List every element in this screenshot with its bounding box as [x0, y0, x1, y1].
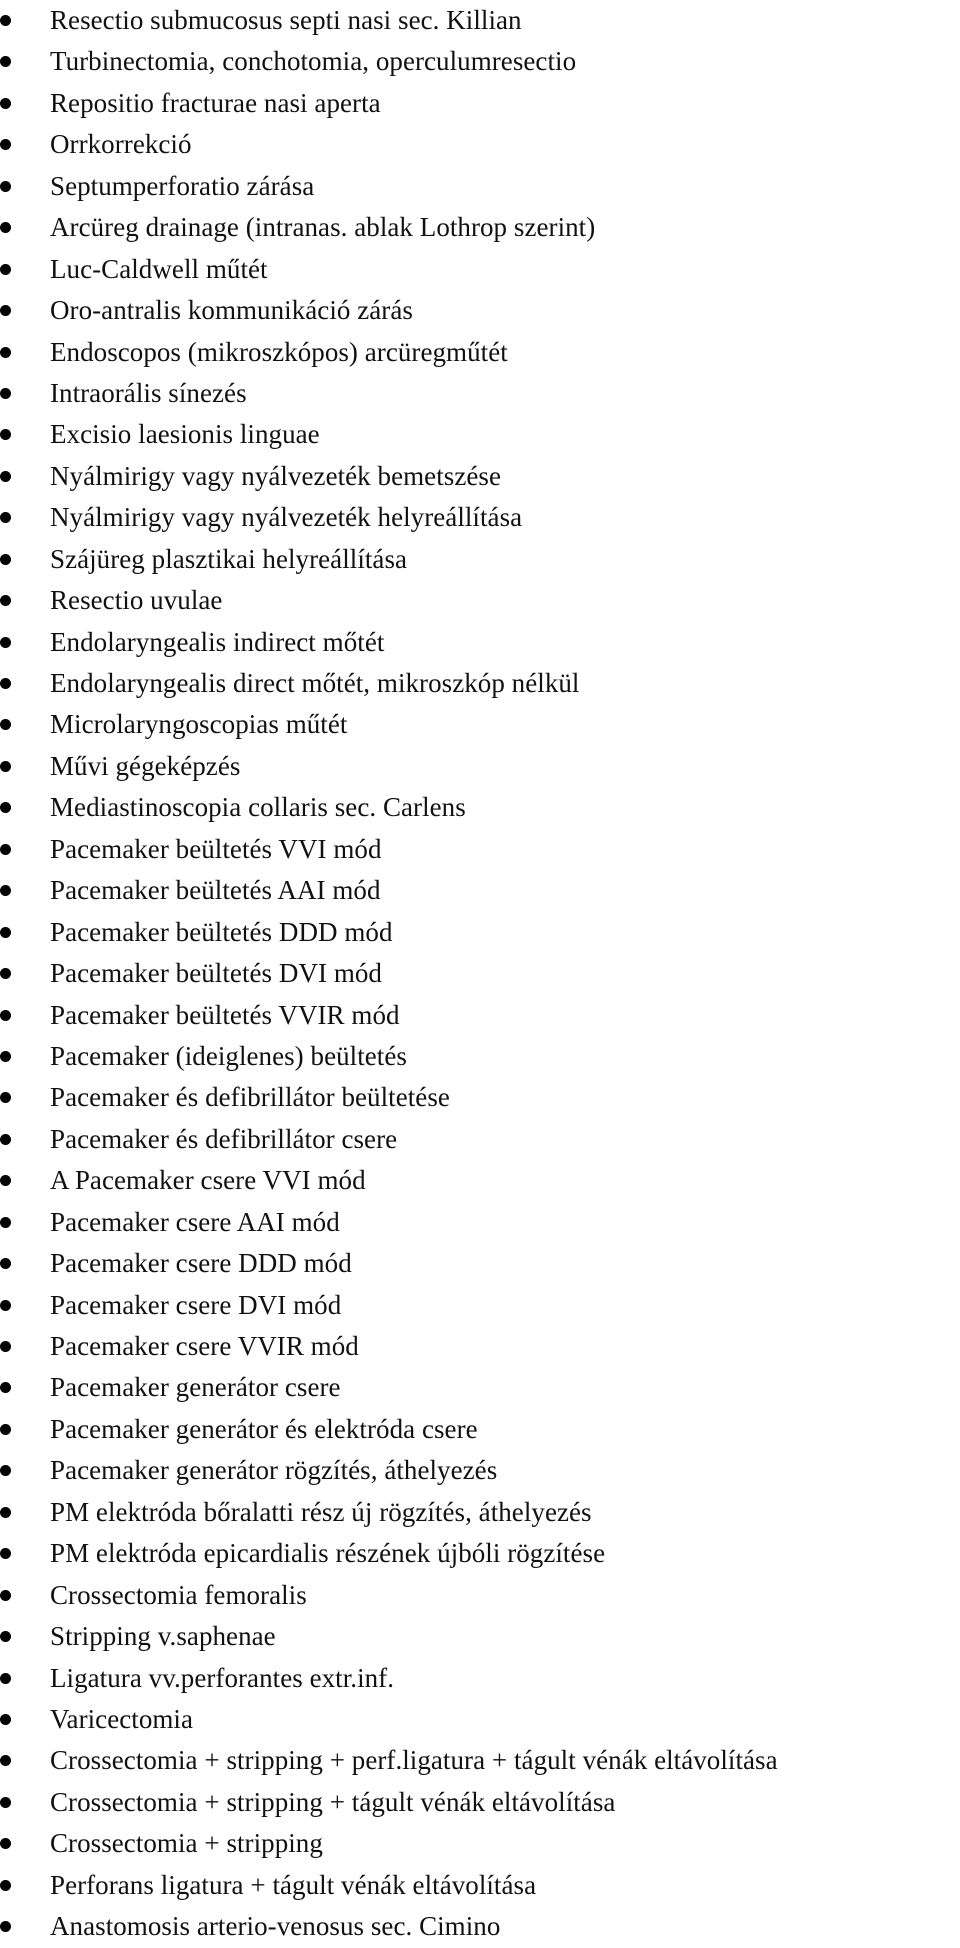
- list-item-text: Arcüreg drainage (intranas. ablak Lothrop szerint): [50, 212, 596, 243]
- list-item-text: Crossectomia femoralis: [50, 1579, 307, 1610]
- list-item: [0, 373, 960, 414]
- bullet-icon: [0, 15, 11, 26]
- list-item-text: A Pacemaker csere VVI mód: [50, 1165, 366, 1196]
- list-item: [0, 207, 960, 248]
- bullet-icon: [0, 968, 11, 979]
- bullet-icon: [0, 1507, 11, 1518]
- list-item: [0, 1658, 960, 1699]
- list-item-text: Pacemaker és defibrillátor beültetése: [50, 1082, 450, 1113]
- list-item-text: Crossectomia + stripping + perf.ligatura + tágult vénák eltávolítása: [50, 1745, 778, 1776]
- list-item-text: PM elektróda epicardialis részének újbóli rögzítése: [50, 1538, 606, 1569]
- list-item: [0, 1119, 960, 1160]
- list-item-text: Stripping v.saphenae: [50, 1621, 276, 1652]
- bullet-icon: [0, 1590, 11, 1601]
- bullet-icon: [0, 1010, 11, 1021]
- list-item: [0, 1740, 960, 1781]
- list-item-text: Intraorális sínezés: [50, 377, 247, 408]
- bullet-icon: [0, 1424, 11, 1435]
- bullet-icon: [0, 181, 11, 192]
- bullet-icon: [0, 595, 11, 606]
- list-item: [0, 1202, 960, 1243]
- list-item-text: Resectio uvulae: [50, 585, 223, 616]
- list-item-text: Szájüreg plasztikai helyreállítása: [50, 543, 408, 574]
- list-item: [0, 1865, 960, 1906]
- list-item: [0, 622, 960, 663]
- list-item: [0, 953, 960, 994]
- list-item: [0, 1492, 960, 1533]
- list-item: [0, 1533, 960, 1574]
- list-item: [0, 124, 960, 165]
- bullet-icon: [0, 719, 11, 730]
- list-item-text: Pacemaker generátor rögzítés, áthelyezés: [50, 1455, 498, 1486]
- bullet-icon: [0, 1092, 11, 1103]
- list-item-text: Ligatura vv.perforantes extr.inf.: [50, 1662, 395, 1693]
- bullet-icon: [0, 1258, 11, 1269]
- bullet-icon: [0, 1382, 11, 1393]
- list-item: [0, 829, 960, 870]
- bullet-icon: [0, 98, 11, 109]
- bullet-icon: [0, 471, 11, 482]
- list-item: [0, 1367, 960, 1408]
- list-item: [0, 1906, 960, 1947]
- list-item: [0, 83, 960, 124]
- list-item: [0, 870, 960, 911]
- bullet-icon: [0, 1673, 11, 1684]
- list-item-text: Microlaryngoscopias műtét: [50, 709, 348, 740]
- list-item: [0, 166, 960, 207]
- bullet-icon: [0, 1631, 11, 1642]
- list-item-text: Excisio laesionis linguae: [50, 419, 320, 450]
- bullet-icon: [0, 1838, 11, 1849]
- list-item-text: Művi gégeképzés: [50, 750, 241, 781]
- list-item: [0, 1409, 960, 1450]
- list-item: [0, 1326, 960, 1367]
- list-item: [0, 1243, 960, 1284]
- list-item-text: Septumperforatio zárása: [50, 170, 315, 201]
- bullet-icon: [0, 554, 11, 565]
- list-item: [0, 1077, 960, 1118]
- list-item-text: Nyálmirigy vagy nyálvezeték helyreállítása: [50, 502, 523, 533]
- list-item: [0, 746, 960, 787]
- list-item-text: Oro-antralis kommunikáció zárás: [50, 295, 413, 326]
- bullet-icon: [0, 305, 11, 316]
- list-item: [0, 539, 960, 580]
- list-item-text: Pacemaker csere AAI mód: [50, 1206, 340, 1237]
- bullet-icon: [0, 512, 11, 523]
- bullet-icon: [0, 1134, 11, 1145]
- bullet-icon: [0, 1921, 11, 1932]
- bullet-icon: [0, 1714, 11, 1725]
- list-item-text: Pacemaker generátor csere: [50, 1372, 341, 1403]
- bullet-icon: [0, 1175, 11, 1186]
- bullet-icon: [0, 429, 11, 440]
- list-item-text: Pacemaker beültetés VVI mód: [50, 833, 382, 864]
- bullet-icon: [0, 885, 11, 896]
- bullet-icon: [0, 637, 11, 648]
- list-item: [0, 1450, 960, 1491]
- bullet-icon: [0, 1217, 11, 1228]
- bullet-icon: [0, 761, 11, 772]
- list-item: [0, 787, 960, 828]
- bullet-icon: [0, 1755, 11, 1766]
- list-item-text: Pacemaker beültetés DVI mód: [50, 958, 382, 989]
- list-item-text: Perforans ligatura + tágult vénák eltávolítása: [50, 1869, 537, 1900]
- list-item-text: Pacemaker beültetés VVIR mód: [50, 999, 400, 1030]
- list-item-text: Crossectomia + stripping: [50, 1828, 323, 1859]
- list-item-text: Orrkorrekció: [50, 129, 192, 160]
- list-item: [0, 1160, 960, 1201]
- bullet-icon: [0, 844, 11, 855]
- list-item: [0, 456, 960, 497]
- bullet-icon: [0, 139, 11, 150]
- list-item: [0, 1575, 960, 1616]
- list-item-text: Pacemaker csere VVIR mód: [50, 1331, 359, 1361]
- list-item: [0, 1616, 960, 1657]
- list-item: [0, 1699, 960, 1740]
- list-item: [0, 0, 960, 41]
- list-item-text: Crossectomia + stripping + tágult vénák eltávolítása: [50, 1786, 616, 1817]
- bullet-icon: [0, 1797, 11, 1808]
- list-item-text: Pacemaker (ideiglenes) beültetés: [50, 1040, 407, 1071]
- bullet-icon: [0, 1548, 11, 1559]
- list-item-text: Pacemaker generátor és elektróda csere: [50, 1413, 478, 1444]
- bullet-icon: [0, 1465, 11, 1476]
- list-item: [0, 995, 960, 1036]
- list-item: [0, 249, 960, 290]
- list-item: [0, 41, 960, 82]
- list-item: [0, 290, 960, 331]
- bullet-icon: [0, 1051, 11, 1062]
- bullet-icon: [0, 678, 11, 689]
- bullet-icon: [0, 347, 11, 358]
- list-item-text: Varicectomia: [50, 1703, 194, 1734]
- list-item: [0, 1782, 960, 1823]
- list-item-text: Pacemaker csere DDD mód: [50, 1248, 352, 1279]
- list-item-text: Anastomosis arterio-venosus sec. Cimino: [50, 1911, 501, 1942]
- bullet-icon: [0, 1300, 11, 1311]
- list-item-text: Pacemaker csere DVI mód: [50, 1289, 342, 1320]
- list-item-text: Endolaryngealis indirect mőtét: [50, 626, 385, 657]
- list-item: [0, 1285, 960, 1326]
- list-item-text: Endolaryngealis direct mőtét, mikroszkóp nélkül: [50, 668, 580, 698]
- list-item: [0, 1823, 960, 1864]
- bullet-icon: [0, 1341, 11, 1352]
- list-item: [0, 1036, 960, 1077]
- bullet-icon: [0, 56, 11, 67]
- list-item: [0, 663, 960, 704]
- bullet-icon: [0, 1880, 11, 1891]
- list-item-text: PM elektróda bőralatti rész új rögzítés, áthelyezés: [50, 1496, 592, 1527]
- list-item-text: Turbinectomia, conchotomia, operculumresectio: [50, 46, 577, 77]
- list-item-text: Pacemaker beültetés DDD mód: [50, 916, 393, 947]
- list-item-text: Endoscopos (mikroszkópos) arcüregműtét: [50, 336, 508, 367]
- list-item: [0, 912, 960, 953]
- list-item-text: Nyálmirigy vagy nyálvezeték bemetszése: [50, 460, 501, 491]
- list-item-text: Luc-Caldwell műtét: [50, 253, 268, 284]
- list-item: [0, 580, 960, 621]
- bullet-icon: [0, 802, 11, 813]
- bullet-icon: [0, 222, 11, 233]
- list-item-text: Pacemaker beültetés AAI mód: [50, 875, 381, 906]
- bullet-icon: [0, 388, 11, 399]
- bullet-icon: [0, 264, 11, 275]
- list-item: [0, 704, 960, 745]
- list-item-text: Resectio submucosus septi nasi sec. Killian: [50, 5, 522, 35]
- list-item-text: Repositio fracturae nasi aperta: [50, 87, 381, 118]
- list-item-text: Pacemaker és defibrillátor csere: [50, 1123, 398, 1154]
- list-item: [0, 497, 960, 538]
- bullet-icon: [0, 927, 11, 938]
- list-item: [0, 332, 960, 373]
- list-item-text: Mediastinoscopia collaris sec. Carlens: [50, 792, 466, 823]
- list-item: [0, 414, 960, 455]
